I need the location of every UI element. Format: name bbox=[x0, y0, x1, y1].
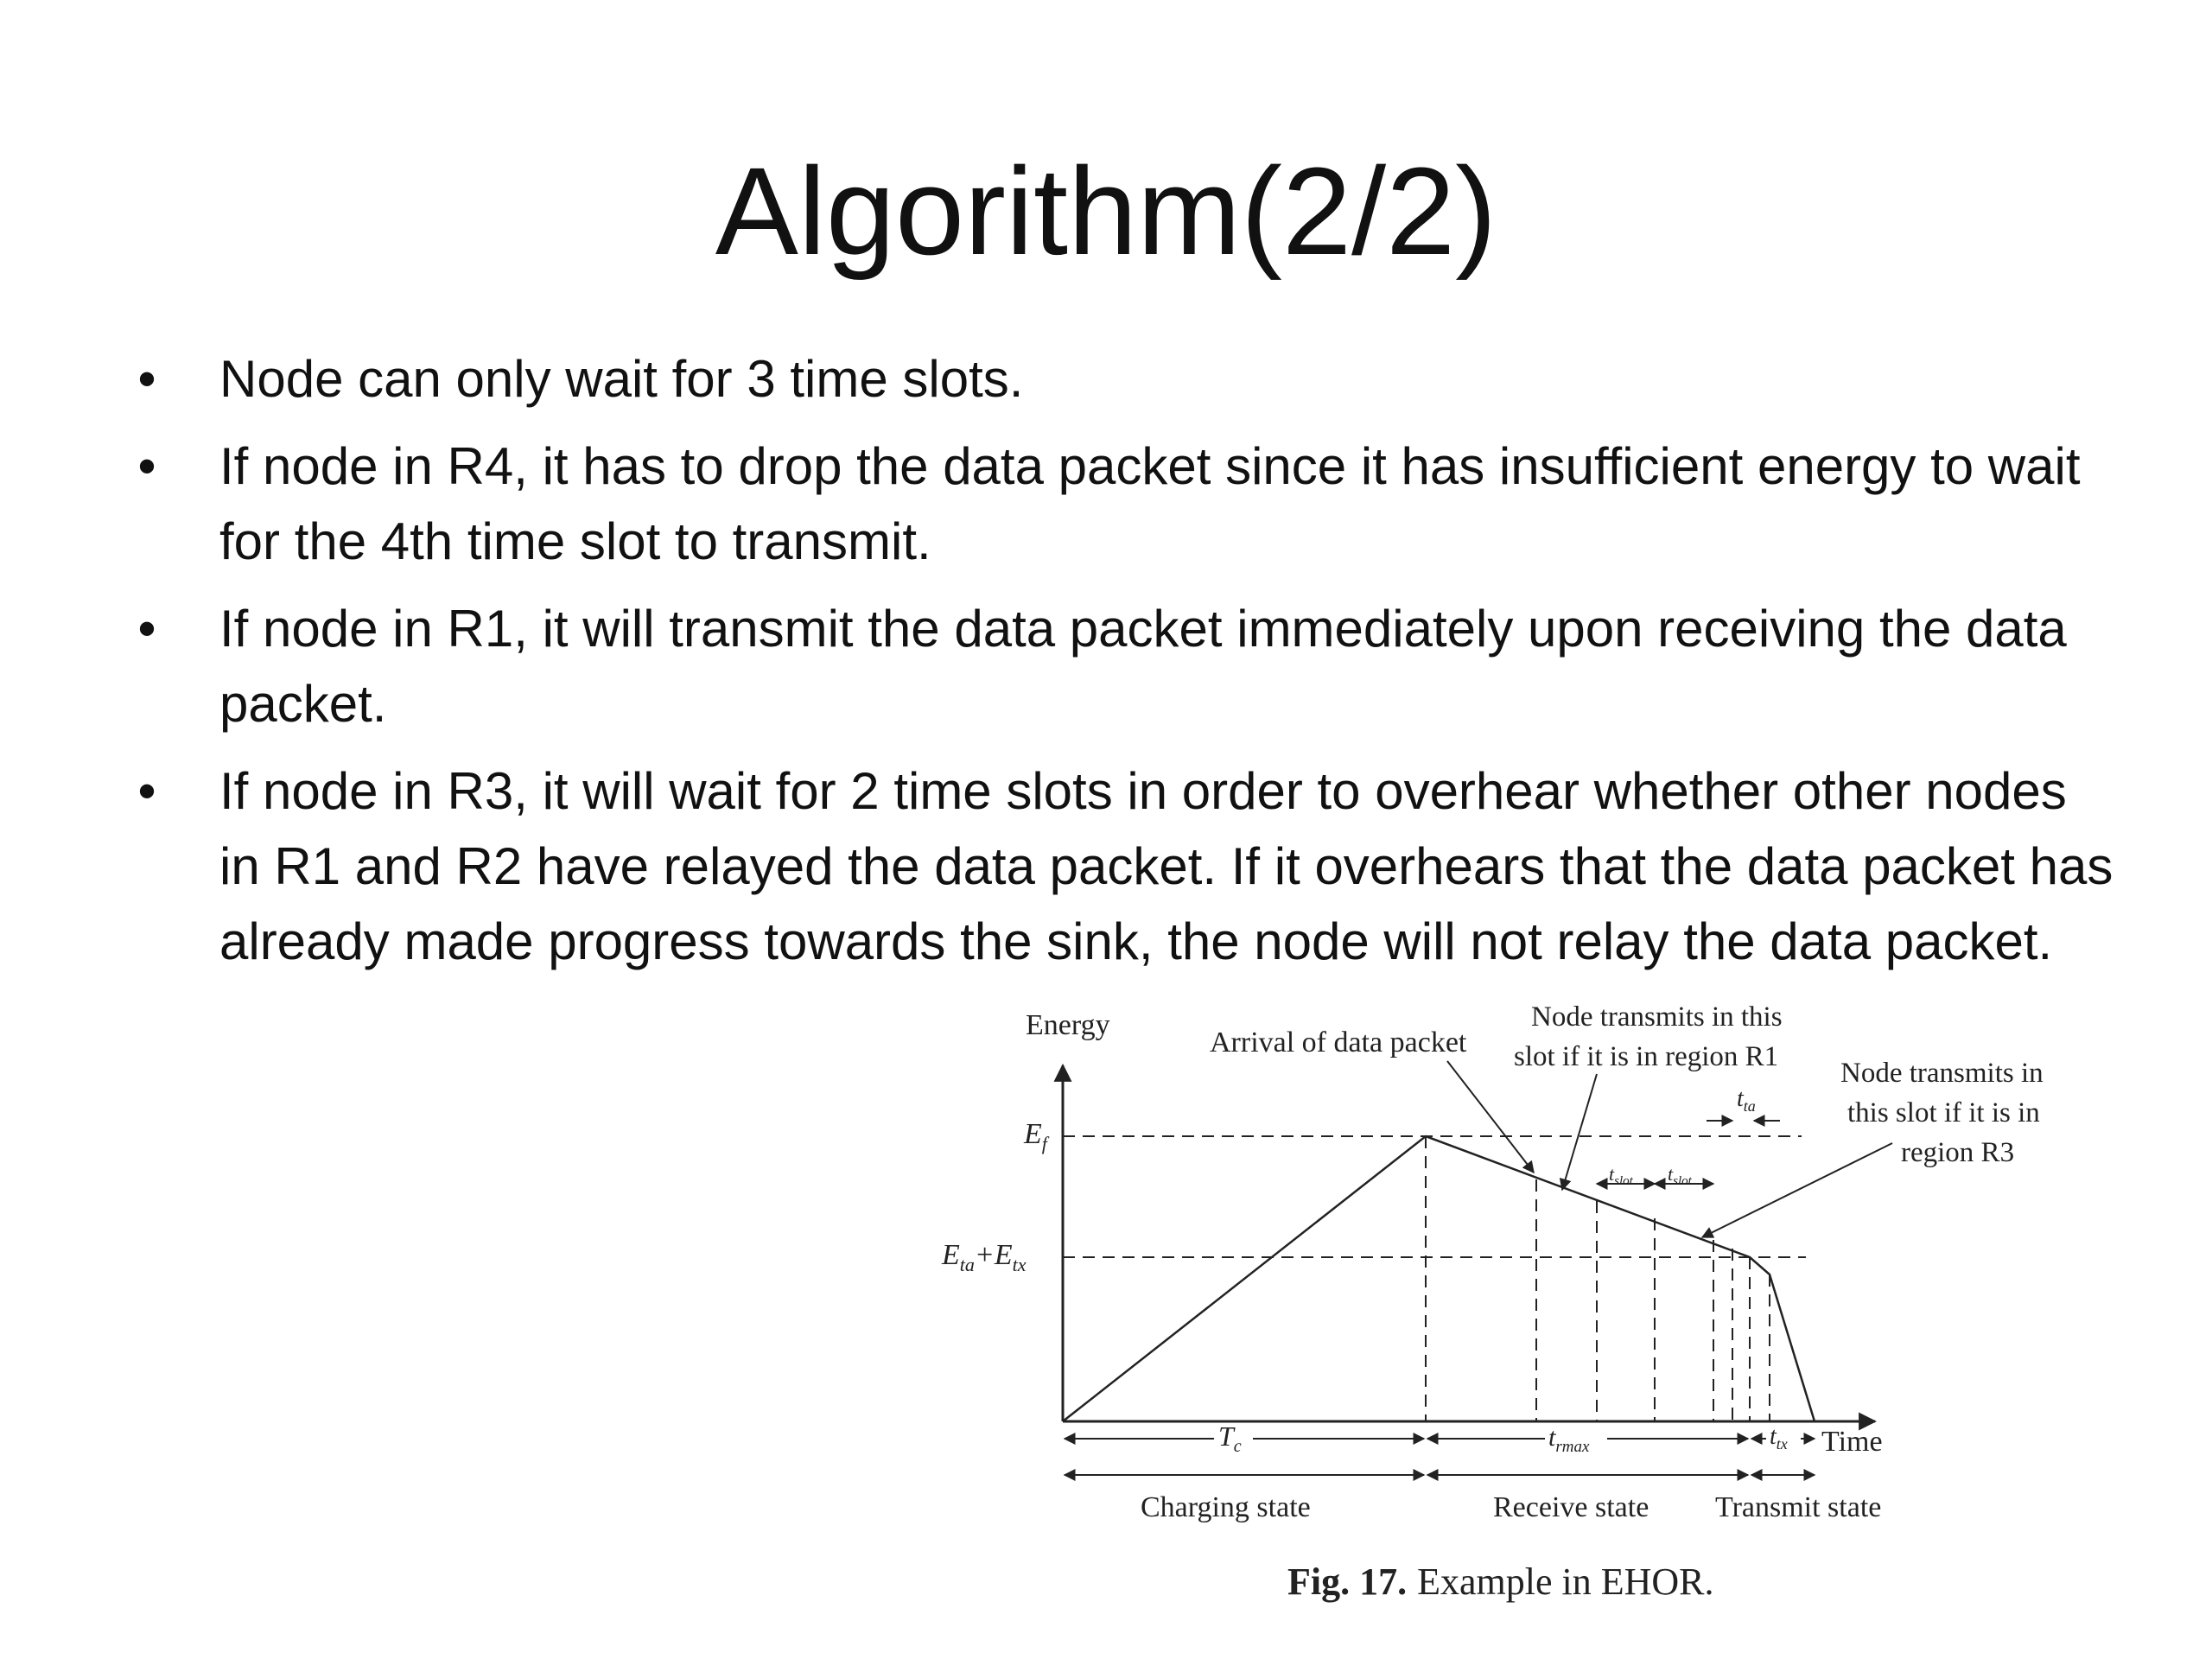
arrival-pointer bbox=[1447, 1061, 1534, 1173]
eta-etx-label: $E_{ta}+E_{tx}$ bbox=[942, 1239, 1027, 1275]
r3-label-line2: this slot if it is in bbox=[1847, 1097, 2040, 1128]
r3-label-line3: region R3 bbox=[1901, 1137, 2015, 1168]
bullet-text: If node in R1, it will transmit the data packet immediately upon receiving the data packet. bbox=[219, 600, 2067, 733]
tc-label: $T_c$ bbox=[1218, 1421, 1242, 1456]
receive-state-label: Receive state bbox=[1493, 1491, 1649, 1523]
figure-caption-text: Example in EHOR. bbox=[1417, 1560, 1714, 1603]
charging-state-label: Charging state bbox=[1141, 1491, 1311, 1523]
energy-diagram bbox=[933, 989, 2126, 1551]
bullet-item bbox=[130, 753, 2117, 979]
bullet-item bbox=[130, 591, 2117, 741]
arrival-label: Arrival of data packet bbox=[1210, 1027, 1467, 1058]
r1-pointer bbox=[1562, 1074, 1597, 1190]
slide-title: Algorithm(2/2) bbox=[715, 142, 1497, 281]
trmax-label: $t_{rmax}$ bbox=[1548, 1423, 1590, 1456]
ef-label: $E_f$ bbox=[1024, 1118, 1047, 1154]
bullet-dot: • bbox=[137, 762, 156, 820]
energy-curve bbox=[1063, 1136, 1815, 1421]
r3-pointer bbox=[1702, 1143, 1892, 1237]
r3-label-line1: Node transmits in bbox=[1840, 1058, 2044, 1089]
bullet-list bbox=[130, 341, 2117, 991]
r1-label-line2: slot if it is in region R1 bbox=[1514, 1041, 1779, 1072]
bullet-text: If node in R3, it will wait for 2 time slots in order to overhear whether other nodes in R1 and R2 have relayed the data packet. If it overhears that the data packet has already made progress towards the sink, the node will not relay the data packet. bbox=[219, 762, 2113, 970]
y-axis-label: Energy bbox=[1026, 1009, 1110, 1041]
bullet-text: If node in R4, it has to drop the data packet since it has insufficient energy to wait for the 4th time slot to transmit. bbox=[219, 437, 2081, 570]
figure-caption bbox=[1287, 1560, 1714, 1604]
bullet-dot: • bbox=[137, 350, 156, 408]
ttx-label: $t_{tx}$ bbox=[1770, 1423, 1788, 1452]
t-slot-label: $t_{slot}$ bbox=[1668, 1163, 1692, 1188]
bullet-dot: • bbox=[137, 600, 156, 658]
x-axis-label: Time bbox=[1821, 1426, 1883, 1458]
bullet-item bbox=[130, 429, 2117, 579]
bullet-dot: • bbox=[137, 437, 156, 495]
t-ta-label: $t_{ta}$ bbox=[1737, 1085, 1756, 1115]
bullet-text: Node can only wait for 3 time slots. bbox=[219, 350, 1024, 408]
bullet-item bbox=[130, 341, 2117, 416]
r1-label-line1: Node transmits in this bbox=[1531, 1001, 1783, 1033]
figure-caption-label: Fig. 17. bbox=[1287, 1560, 1408, 1603]
t-slot-label: $t_{slot}$ bbox=[1609, 1163, 1633, 1188]
transmit-state-label: Transmit state bbox=[1715, 1491, 1882, 1523]
